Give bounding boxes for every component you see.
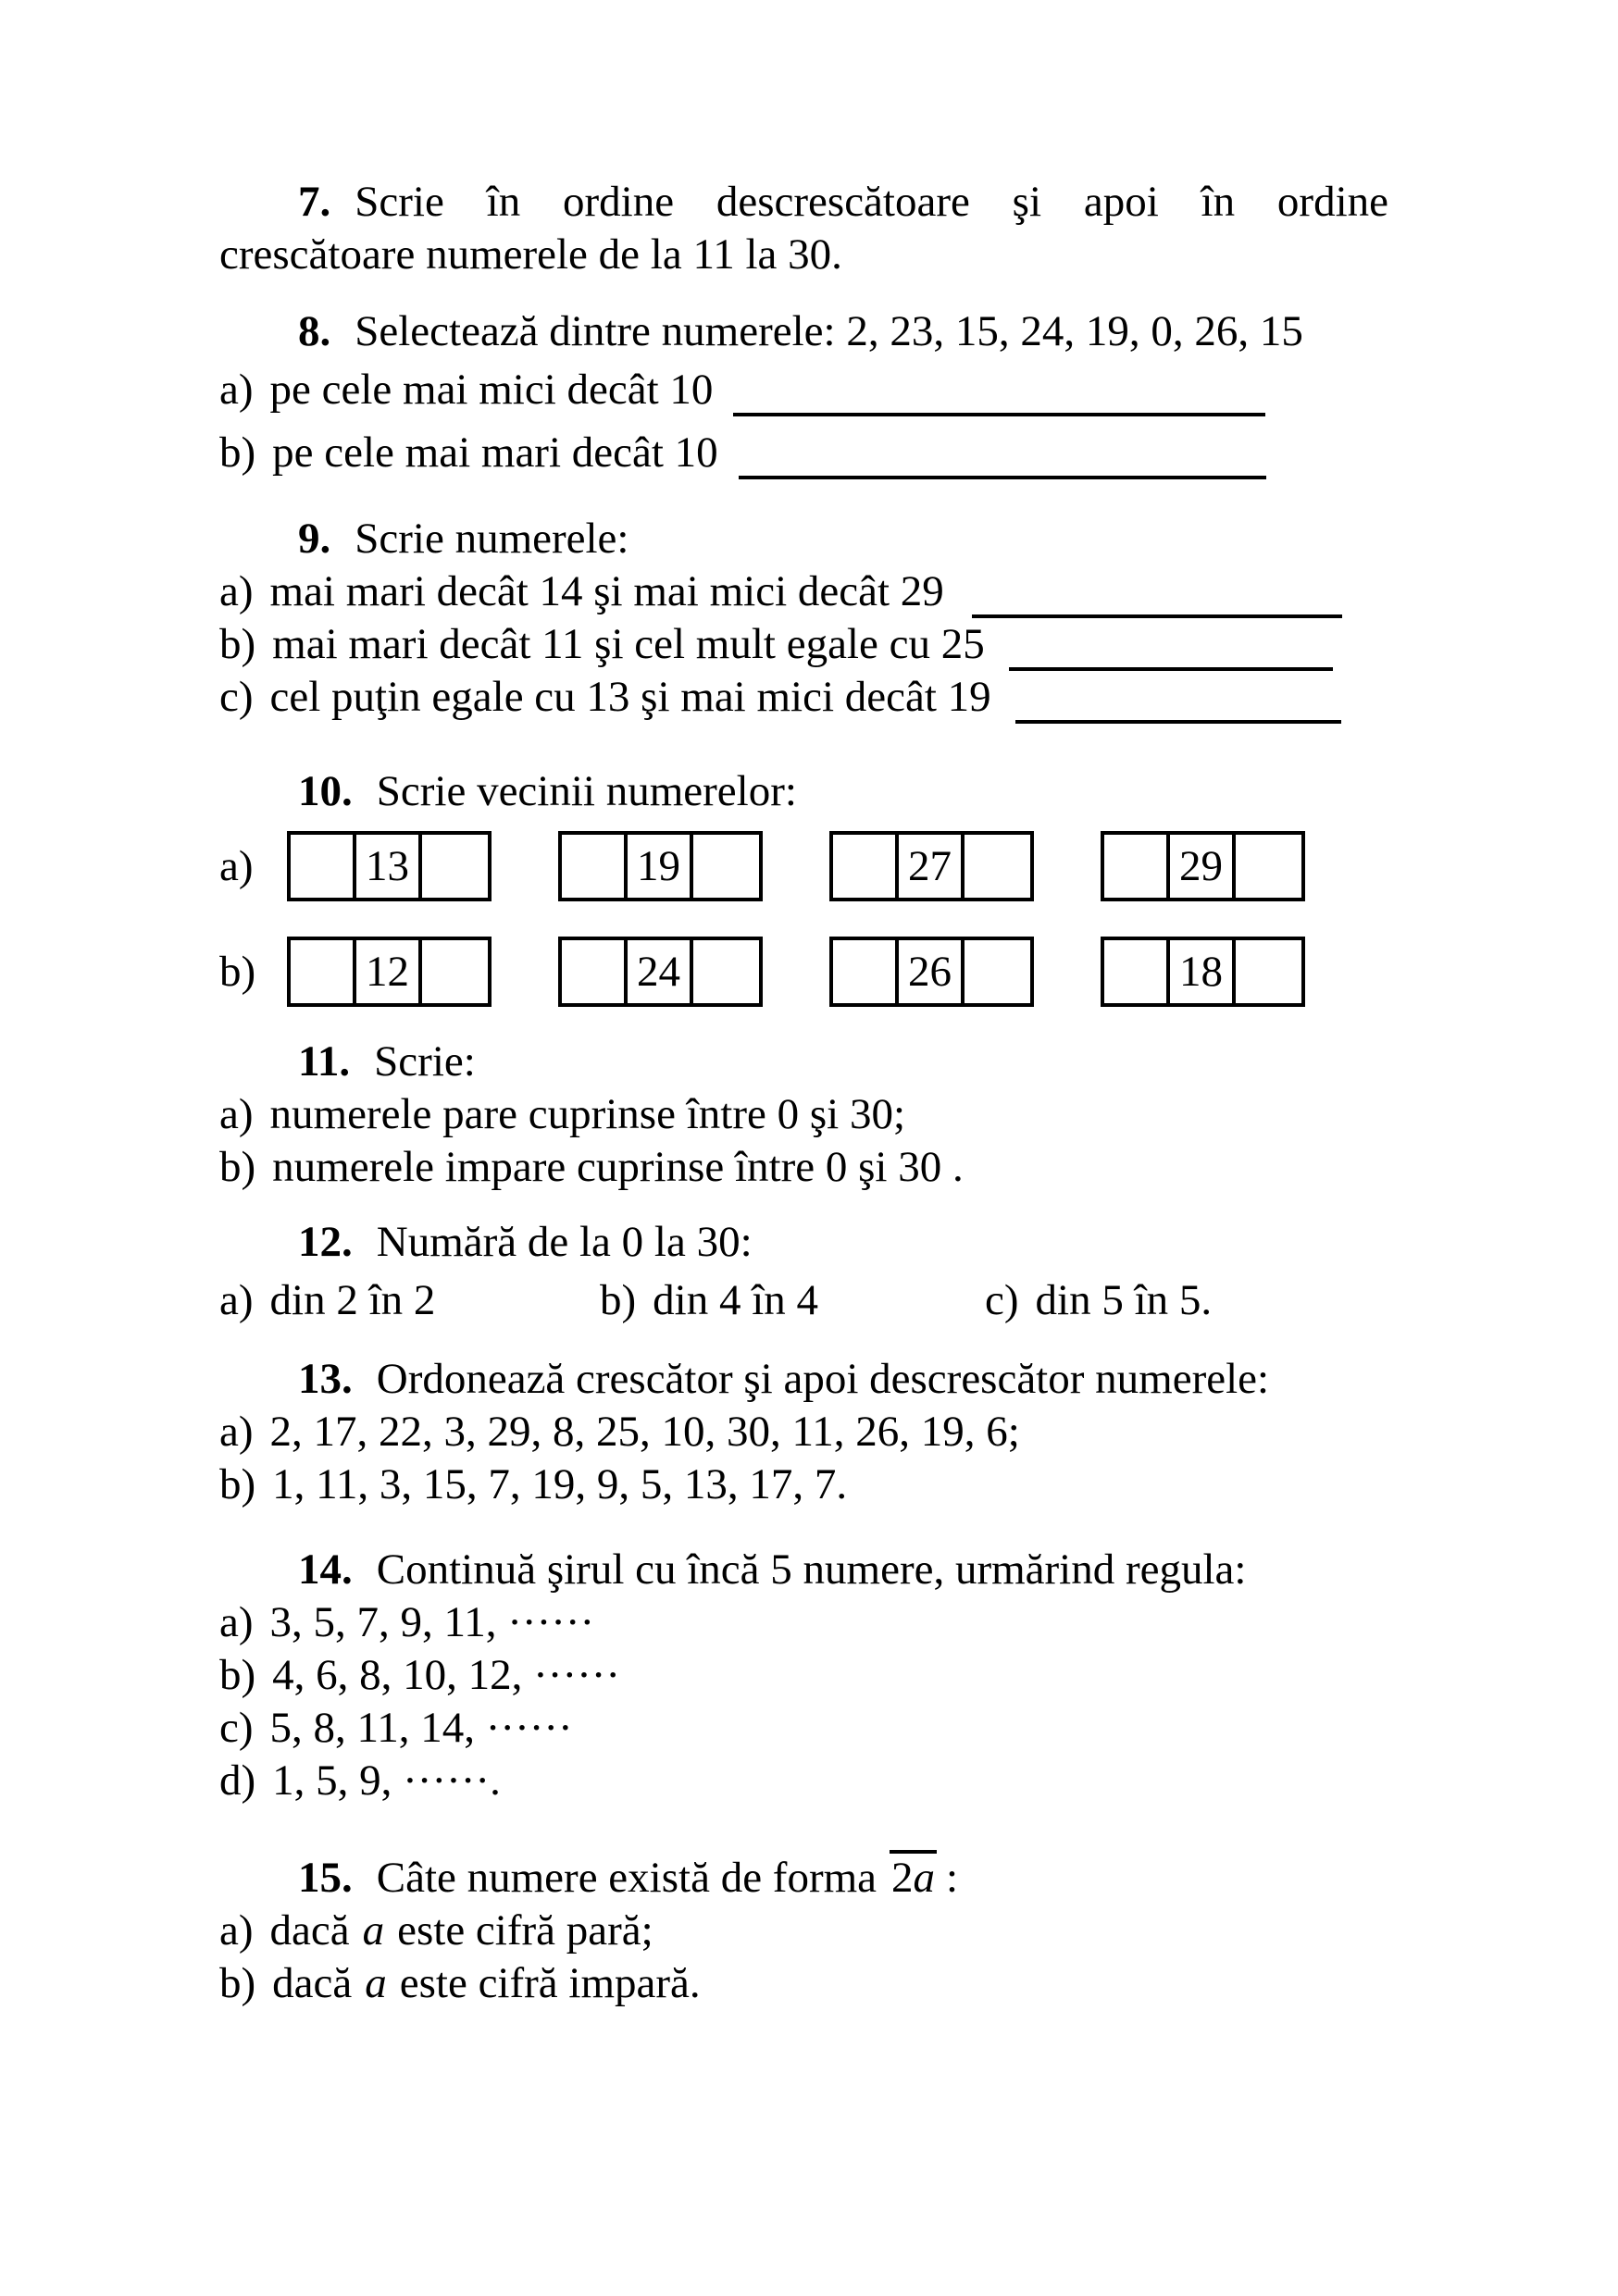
heading-colon: : bbox=[946, 1854, 959, 1902]
exercise-11-item-a bbox=[219, 1088, 1388, 1141]
item-text: cel puţin egale cu 13 şi mai mici decât 19 bbox=[269, 673, 991, 721]
neighbor-left-cell[interactable] bbox=[1104, 940, 1170, 1003]
exercise-8 bbox=[219, 305, 1388, 484]
neighbors-box-group bbox=[1101, 937, 1305, 1007]
exercise-7-heading-line2: crescătoare numerele de la 11 la 30. bbox=[219, 230, 842, 279]
answer-blank[interactable] bbox=[733, 413, 1265, 416]
item-label: a) bbox=[219, 366, 254, 414]
item-text: 1, 5, 9, ······. bbox=[272, 1756, 501, 1805]
heading-text: Numără de la 0 la 30: bbox=[376, 1218, 753, 1266]
overlined-number-form bbox=[890, 1850, 937, 1900]
item-text: numerele pare cuprinse între 0 şi 30; bbox=[269, 1090, 905, 1138]
neighbors-box-group bbox=[287, 937, 492, 1007]
box-groups bbox=[287, 937, 1305, 1007]
neighbors-box-group bbox=[287, 831, 492, 901]
exercise-number: 9. bbox=[298, 515, 331, 563]
exercise-11 bbox=[219, 1036, 1388, 1194]
item-label: b) bbox=[219, 1651, 256, 1699]
neighbor-right-cell[interactable] bbox=[693, 835, 759, 898]
exercise-14 bbox=[219, 1544, 1388, 1807]
exercise-12-item-a bbox=[219, 1274, 600, 1327]
neighbor-left-cell[interactable] bbox=[833, 940, 899, 1003]
variable-a: a bbox=[362, 1906, 385, 1955]
exercise-12 bbox=[219, 1216, 1388, 1327]
item-text: pe cele mai mici decât 10 bbox=[269, 366, 714, 414]
exercise-8-heading bbox=[219, 305, 1388, 358]
neighbors-row-a bbox=[219, 831, 1388, 901]
exercise-7-heading-line1 bbox=[219, 176, 1388, 229]
heading-text: Scrie în ordine descrescătoare şi apoi în ordine bbox=[355, 178, 1388, 226]
neighbors-box-group bbox=[1101, 831, 1305, 901]
exercise-14-item-b bbox=[219, 1649, 1388, 1702]
item-label: b) bbox=[600, 1276, 637, 1324]
exercise-10-heading bbox=[219, 765, 1388, 818]
item-label: a) bbox=[219, 1090, 254, 1138]
item-text: din 4 în 4 bbox=[653, 1276, 819, 1324]
neighbor-left-cell[interactable] bbox=[1104, 835, 1170, 898]
neighbors-row-b bbox=[219, 937, 1388, 1007]
exercise-11-item-b bbox=[219, 1141, 1388, 1194]
neighbor-right-cell[interactable] bbox=[1236, 940, 1301, 1003]
neighbor-right-cell[interactable] bbox=[693, 940, 759, 1003]
given-number-cell: 27 bbox=[899, 835, 965, 898]
exercise-9-item-b bbox=[219, 618, 1388, 671]
answer-blank[interactable] bbox=[1015, 720, 1341, 724]
heading-text: Scrie numerele: bbox=[355, 515, 629, 563]
item-pre-text: dacă bbox=[272, 1959, 353, 2007]
exercise-7 bbox=[219, 176, 1388, 281]
item-label: b) bbox=[219, 1143, 256, 1191]
variable-a: a bbox=[365, 1959, 387, 2007]
exercise-8-item-a bbox=[219, 358, 1388, 421]
exercise-8-item-b bbox=[219, 421, 1388, 484]
form-digit: 2 bbox=[891, 1854, 914, 1902]
item-label: a) bbox=[219, 1276, 254, 1324]
neighbors-box-group bbox=[829, 937, 1034, 1007]
exercise-10 bbox=[219, 765, 1388, 1007]
answer-blank[interactable] bbox=[739, 476, 1266, 479]
neighbor-right-cell[interactable] bbox=[965, 940, 1030, 1003]
exercise-13-item-a bbox=[219, 1406, 1388, 1458]
neighbor-left-cell[interactable] bbox=[291, 835, 356, 898]
exercise-11-heading bbox=[219, 1036, 1388, 1088]
heading-text: Continuă şirul cu încă 5 numere, urmărind regula: bbox=[376, 1545, 1247, 1594]
given-number-cell: 26 bbox=[899, 940, 965, 1003]
item-text: din 5 în 5. bbox=[1035, 1276, 1213, 1324]
item-label: c) bbox=[219, 1704, 254, 1752]
given-number-cell: 29 bbox=[1170, 835, 1236, 898]
item-label: a) bbox=[219, 1598, 254, 1646]
exercise-number: 10. bbox=[298, 767, 353, 815]
item-label: b) bbox=[219, 620, 256, 668]
exercise-14-heading bbox=[219, 1544, 1388, 1596]
exercise-number: 14. bbox=[298, 1545, 353, 1594]
item-text: 2, 17, 22, 3, 29, 8, 25, 10, 30, 11, 26, 19, 6; bbox=[269, 1408, 1020, 1456]
item-post-text: este cifră impară. bbox=[399, 1959, 701, 2007]
item-label: d) bbox=[219, 1756, 256, 1805]
item-text: 3, 5, 7, 9, 11, ······ bbox=[269, 1598, 595, 1646]
neighbor-right-cell[interactable] bbox=[422, 835, 488, 898]
item-label: b) bbox=[219, 428, 256, 477]
exercise-12-item-b bbox=[600, 1274, 985, 1327]
exercise-12-item-c bbox=[985, 1274, 1388, 1327]
heading-text: Ordonează crescător şi apoi descrescător numerele: bbox=[376, 1355, 1270, 1403]
item-label: a) bbox=[219, 1906, 254, 1955]
heading-text: Scrie vecinii numerelor: bbox=[376, 767, 797, 815]
item-text: numerele impare cuprinse între 0 şi 30 . bbox=[272, 1143, 964, 1191]
exercise-9 bbox=[219, 513, 1388, 724]
exercise-13-item-b bbox=[219, 1458, 1388, 1511]
exercise-15-item-b bbox=[219, 1957, 1388, 2010]
row-label: b) bbox=[219, 947, 256, 996]
given-number-cell: 18 bbox=[1170, 940, 1236, 1003]
item-post-text: este cifră pară; bbox=[397, 1906, 653, 1955]
exercise-15 bbox=[219, 1850, 1388, 2010]
form-variable: a bbox=[913, 1854, 936, 1902]
given-number-cell: 12 bbox=[356, 940, 422, 1003]
neighbor-right-cell[interactable] bbox=[422, 940, 488, 1003]
exercise-number: 13. bbox=[298, 1355, 353, 1403]
item-pre-text: dacă bbox=[269, 1906, 350, 1955]
item-label: c) bbox=[985, 1276, 1019, 1324]
neighbor-left-cell[interactable] bbox=[562, 940, 628, 1003]
heading-text: Câte numere există de forma bbox=[376, 1854, 877, 1902]
item-label: a) bbox=[219, 1408, 254, 1456]
box-groups bbox=[287, 831, 1305, 901]
exercise-number: 8. bbox=[298, 307, 331, 355]
exercise-12-items-row bbox=[219, 1274, 1388, 1327]
exercise-9-heading bbox=[219, 513, 1388, 565]
exercise-15-heading bbox=[219, 1850, 1388, 1905]
item-text: pe cele mai mari decât 10 bbox=[272, 428, 718, 477]
exercise-number: 11. bbox=[298, 1037, 351, 1086]
neighbor-left-cell[interactable] bbox=[562, 835, 628, 898]
exercise-number: 12. bbox=[298, 1218, 353, 1266]
exercise-14-item-c bbox=[219, 1702, 1388, 1755]
given-number-cell: 13 bbox=[356, 835, 422, 898]
exercise-14-item-d bbox=[219, 1755, 1388, 1807]
exercise-9-item-c bbox=[219, 671, 1388, 724]
exercise-14-item-a bbox=[219, 1596, 1388, 1649]
neighbors-box-group bbox=[558, 937, 763, 1007]
exercise-number: 7. bbox=[298, 178, 331, 226]
exercise-13-heading bbox=[219, 1353, 1388, 1406]
exercise-number: 15. bbox=[298, 1854, 353, 1902]
neighbor-right-cell[interactable] bbox=[965, 835, 1030, 898]
heading-text: Scrie: bbox=[374, 1037, 476, 1086]
given-number-cell: 19 bbox=[628, 835, 693, 898]
item-text: 4, 6, 8, 10, 12, ······ bbox=[272, 1651, 621, 1699]
item-label: b) bbox=[219, 1959, 256, 2007]
item-label: a) bbox=[219, 567, 254, 615]
exercise-13 bbox=[219, 1353, 1388, 1511]
exercise-15-item-a bbox=[219, 1905, 1388, 1957]
given-number-cell: 24 bbox=[628, 940, 693, 1003]
item-text: 1, 11, 3, 15, 7, 19, 9, 5, 13, 17, 7. bbox=[272, 1460, 848, 1508]
item-label: c) bbox=[219, 673, 254, 721]
exercise-12-heading bbox=[219, 1216, 1388, 1269]
neighbor-right-cell[interactable] bbox=[1236, 835, 1301, 898]
item-text: 5, 8, 11, 14, ······ bbox=[269, 1704, 573, 1752]
exercise-9-item-a bbox=[219, 565, 1388, 618]
item-text: mai mari decât 11 şi cel mult egale cu 25 bbox=[272, 620, 985, 668]
row-label: a) bbox=[219, 841, 254, 890]
item-text: din 2 în 2 bbox=[269, 1276, 436, 1324]
neighbors-box-group bbox=[829, 831, 1034, 901]
item-text: mai mari decât 14 şi mai mici decât 29 bbox=[269, 567, 944, 615]
neighbor-left-cell[interactable] bbox=[833, 835, 899, 898]
neighbor-left-cell[interactable] bbox=[291, 940, 356, 1003]
item-label: b) bbox=[219, 1460, 256, 1508]
neighbors-box-group bbox=[558, 831, 763, 901]
heading-text: Selectează dintre numerele: 2, 23, 15, 24, 19, 0, 26, 15 bbox=[355, 307, 1303, 355]
